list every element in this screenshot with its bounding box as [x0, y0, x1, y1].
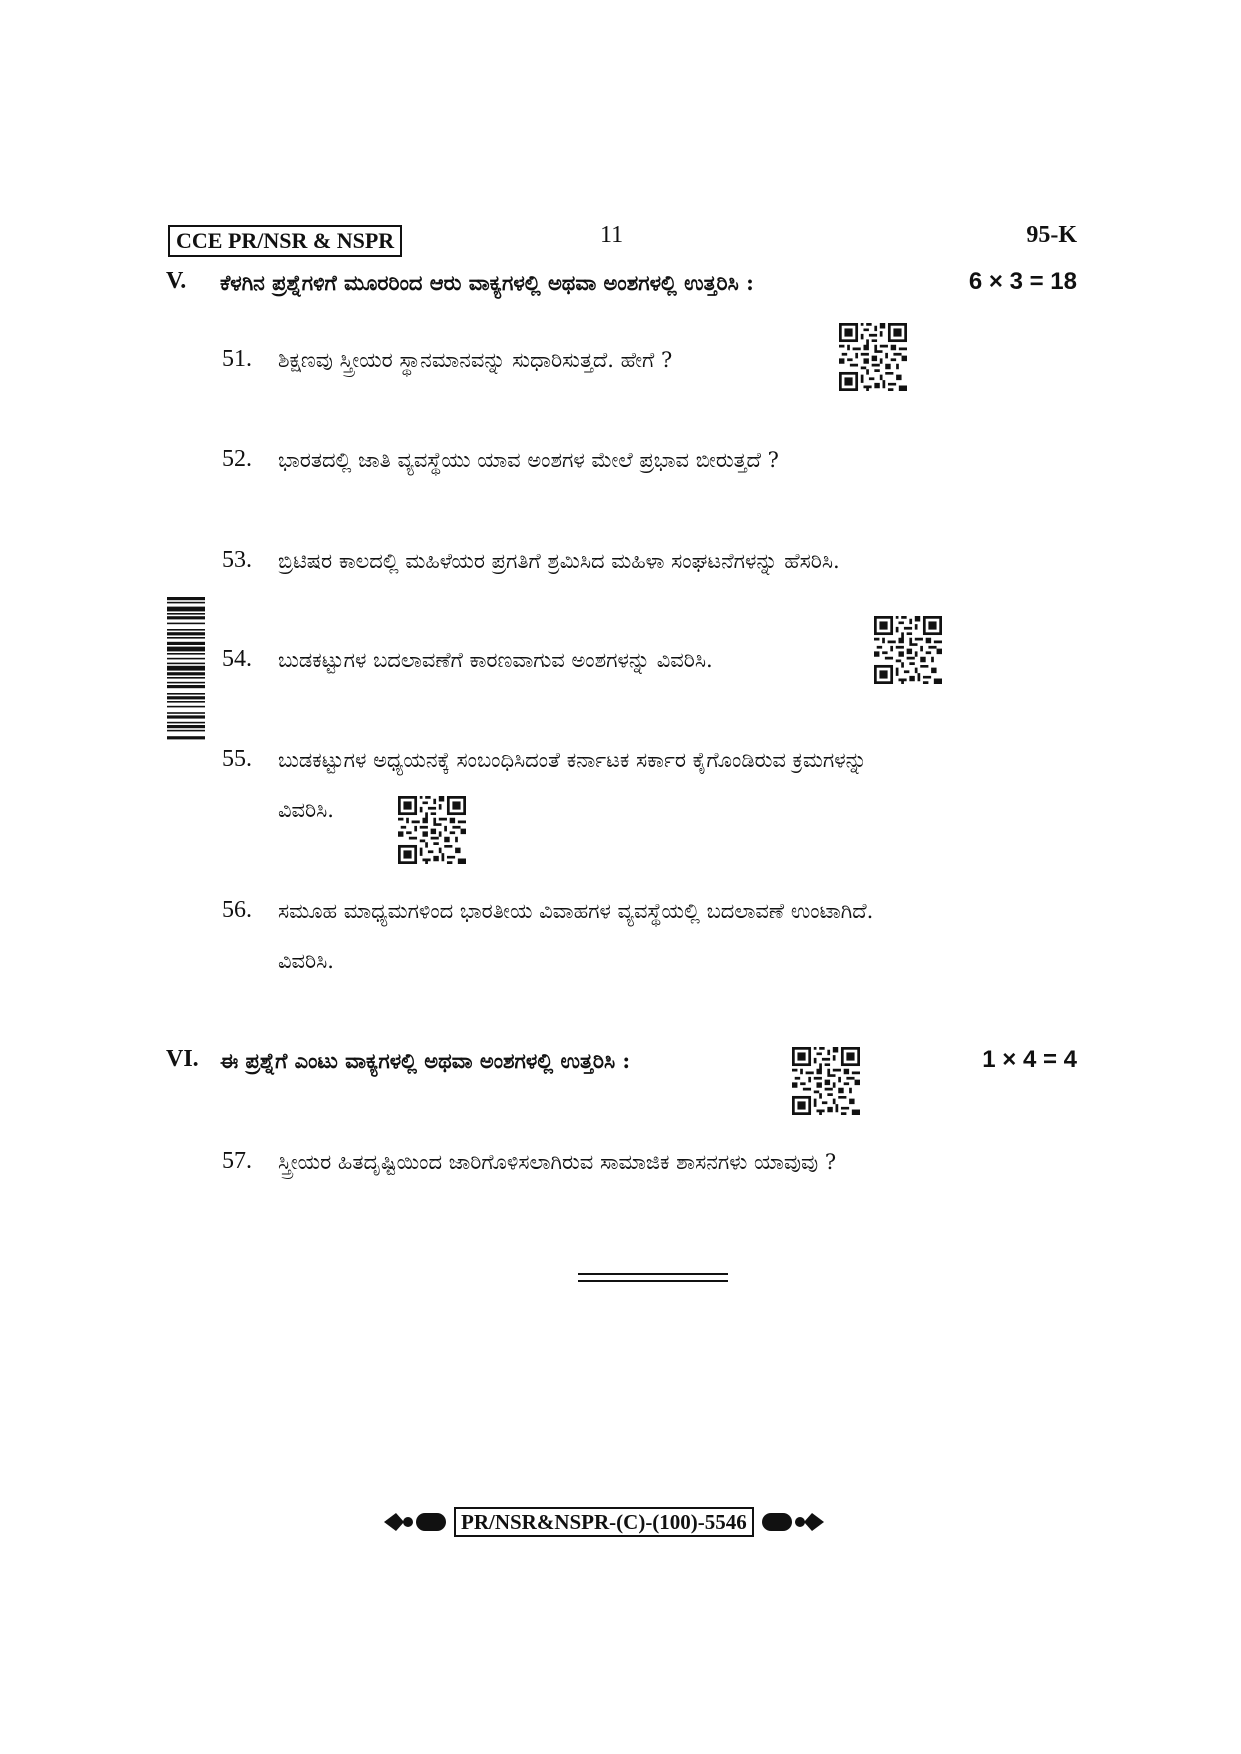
qr-code-icon	[398, 796, 466, 864]
question-52-text: ಭಾರತದಲ್ಲಿ ಜಾತಿ ವ್ಯವಸ್ಥೆಯು ಯಾವ ಅಂಶಗಳ ಮೇಲೆ ಪ್ರಭಾವ ಬೀರುತ್ತದೆ ?	[278, 448, 779, 472]
ornament-icon	[760, 1507, 826, 1537]
question-55-text-continued: ವಿವರಿಸಿ.	[278, 798, 334, 822]
question-55-number: 55.	[222, 746, 252, 772]
section-vi-instruction: ಈ ಪ್ರಶ್ನೆಗೆ ಎಂಟು ವಾಕ್ಯಗಳಲ್ಲಿ ಅಥವಾ ಅಂಶಗಳಲ್ಲಿ ಉತ್ತರಿಸಿ :	[220, 1048, 631, 1073]
exam-code-box: CCE PR/NSR & NSPR	[168, 225, 402, 257]
question-51-number: 51.	[222, 346, 252, 372]
question-53-text: ಬ್ರಿಟಿಷರ ಕಾಲದಲ್ಲಿ ಮಹಿಳೆಯರ ಪ್ರಗತಿಗೆ ಶ್ರಮಿಸಿದ ಮಹಿಳಾ ಸಂಘಟನೆಗಳನ್ನು ಹೆಸರಿಸಿ.	[278, 549, 840, 573]
print-code-box: PR/NSR&NSPR-(C)-(100)-5546	[454, 1507, 754, 1537]
question-51-text: ಶಿಕ್ಷಣವು ಸ್ತ್ರೀಯರ ಸ್ಥಾನಮಾನವನ್ನು ಸುಧಾರಿಸುತ್ತದೆ. ಹೇಗೆ ?	[278, 348, 673, 372]
question-57-text: ಸ್ತ್ರೀಯರ ಹಿತದೃಷ್ಟಿಯಿಂದ ಜಾರಿಗೊಳಿಸಲಾಗಿರುವ ಸಾಮಾಜಿಕ ಶಾಸನಗಳು ಯಾವುವು ?	[278, 1150, 837, 1174]
page-number: 11	[600, 222, 624, 248]
question-55-text: ಬುಡಕಟ್ಟುಗಳ ಅಧ್ಯಯನಕ್ಕೆ ಸಂಬಂಧಿಸಿದಂತೆ ಕರ್ನಾಟಕ ಸರ್ಕಾರ ಕೈಗೊಂಡಿರುವ ಕ್ರಮಗಳನ್ನು	[278, 748, 867, 772]
section-v-number: V.	[166, 268, 187, 294]
question-53-number: 53.	[222, 547, 252, 573]
barcode-icon	[167, 597, 205, 787]
footer	[382, 1505, 826, 1539]
question-56-text: ಸಮೂಹ ಮಾಧ್ಯಮಗಳಿಂದ ಭಾರತೀಯ ವಿವಾಹಗಳ ವ್ಯವಸ್ಥೆಯಲ್ಲಿ ಬದಲಾವಣೆ ಉಂಟಾಗಿದೆ.	[278, 899, 874, 923]
end-of-paper-rule	[578, 1273, 728, 1282]
section-v-marks: 6 × 3 = 18	[968, 268, 1077, 295]
qr-code-icon	[792, 1047, 860, 1115]
question-52-number: 52.	[222, 446, 252, 472]
section-vi-marks: 1 × 4 = 4	[982, 1046, 1077, 1073]
section-v-instruction: ಕೆಳಗಿನ ಪ್ರಶ್ನೆಗಳಿಗೆ ಮೂರರಿಂದ ಆರು ವಾಕ್ಯಗಳಲ್ಲಿ ಅಥವಾ ಅಂಶಗಳಲ್ಲಿ ಉತ್ತರಿಸಿ :	[220, 270, 754, 295]
ornament-icon	[382, 1507, 448, 1537]
qr-code-icon	[874, 616, 942, 684]
question-56-number: 56.	[222, 897, 252, 923]
paper-code: 95-K	[1026, 222, 1077, 248]
question-54-number: 54.	[222, 646, 252, 672]
question-54-text: ಬುಡಕಟ್ಟುಗಳ ಬದಲಾವಣೆಗೆ ಕಾರಣವಾಗುವ ಅಂಶಗಳನ್ನು ವಿವರಿಸಿ.	[278, 648, 713, 672]
section-vi-number: VI.	[166, 1046, 199, 1072]
qr-code-icon	[839, 323, 907, 391]
question-57-number: 57.	[222, 1148, 252, 1174]
question-56-text-continued: ವಿವರಿಸಿ.	[278, 949, 334, 973]
